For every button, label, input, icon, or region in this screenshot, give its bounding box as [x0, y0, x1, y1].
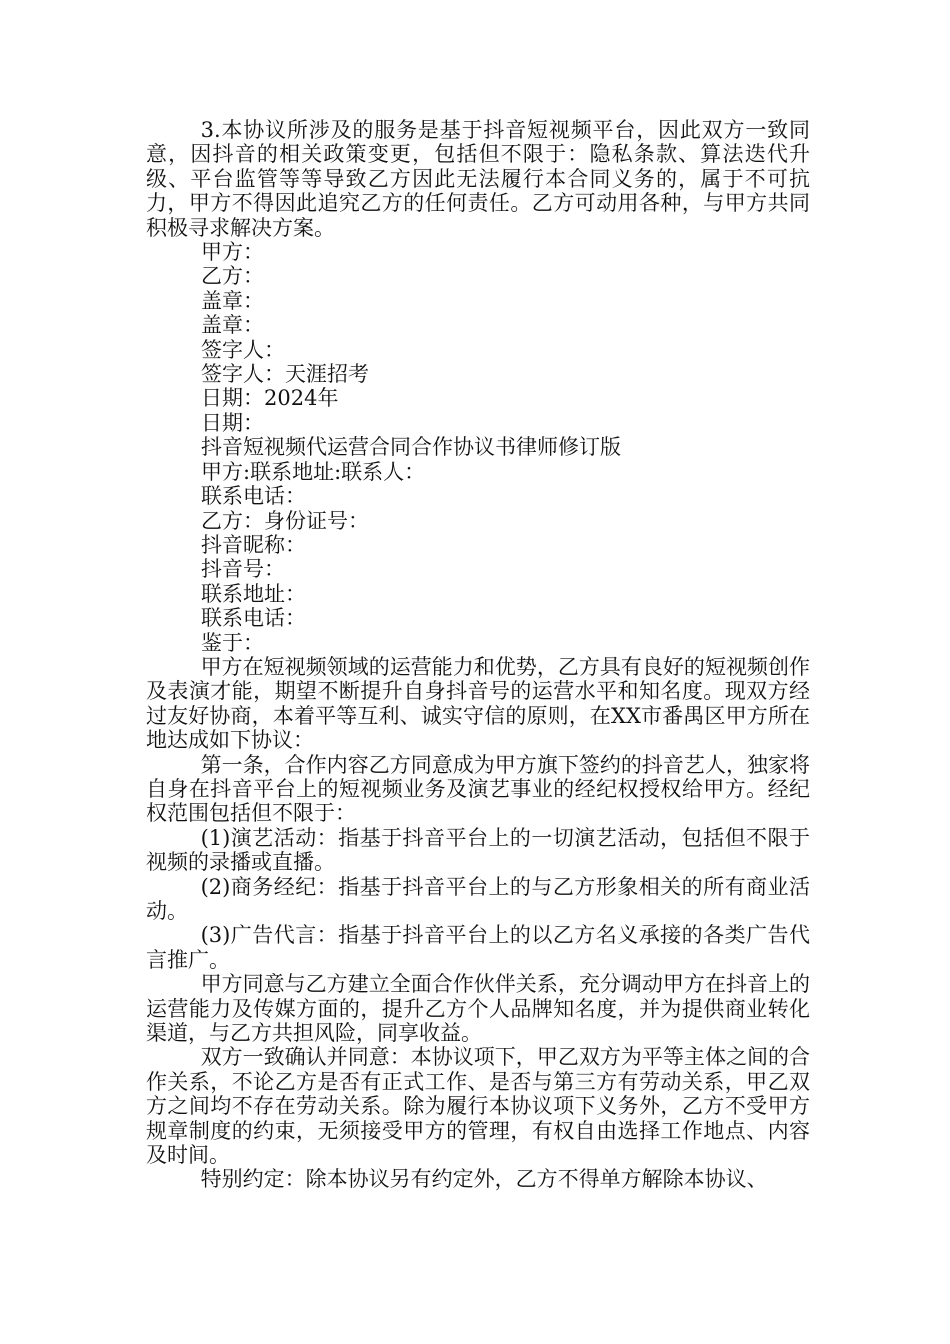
document-page	[146, 118, 810, 1192]
scope-item-1: (1)演艺活动：指基于抖音平台上的一切演艺活动，包括但不限于视频的录播或直播。	[146, 825, 810, 875]
date-field-a: 日期：2024年	[201, 386, 339, 411]
preamble-paragraph: 甲方在短视频领域的运营能力和优势，乙方具有良好的短视频创作及表演才能，期望不断提升自身抖音号的运营水平和知名度。现双方经过友好协商，本着平等互利、诚实守信的原则，在XX市番禺区甲方所在地达成如下协议：	[146, 654, 810, 753]
seal-field-b: 盖章：	[201, 313, 264, 338]
scope-item-2: (2)商务经纪：指基于抖音平台上的与乙方形象相关的所有商业活动。	[146, 874, 810, 923]
partnership-paragraph: 甲方同意与乙方建立全面合作伙伴关系，充分调动甲方在抖音上的运营能力及传媒方面的，提升乙方个人品牌知名度，并为提供商业转化渠道，与乙方共担风险，同享收益。	[146, 972, 810, 1046]
douyin-id-line: 抖音号：	[201, 557, 285, 582]
seal-field-a: 盖章：	[201, 288, 264, 313]
scope-item-3: (3)广告代言：指基于抖音平台上的以乙方名义承接的各类广告代言推广。	[146, 923, 810, 972]
party-b-address-line: 联系地址：	[201, 581, 306, 606]
party-b-id-line: 乙方：身份证号：	[201, 508, 369, 533]
contract-title: 抖音短视频代运营合同合作协议书律师修订版	[201, 435, 621, 460]
douyin-nickname-line: 抖音昵称：	[201, 532, 306, 557]
relationship-paragraph: 双方一致确认并同意：本协议项下，甲乙双方为平等主体之间的合作关系，不论乙方是否有正式工作、是否与第三方有劳动关系，甲乙双方之间均不存在劳动关系。除为履行本协议项下义务外，乙方不受甲方规章制度的约束，无须接受甲方的管理，有权自由选择工作地点、内容及时间。	[146, 1045, 810, 1168]
whereas-heading: 鉴于：	[201, 630, 264, 655]
party-a-contact-line: 甲方:联系地址:联系人：	[201, 459, 426, 484]
party-b-phone-line: 联系电话：	[201, 606, 306, 631]
party-a-field: 甲方：	[201, 240, 264, 265]
clause-3-paragraph: 3.本协议所涉及的服务是基于抖音短视频平台，因此双方一致同意，因抖音的相关政策变更，包括但不限于：隐私条款、算法迭代升级、平台监管等等导致乙方因此无法履行本合同义务的，属于不可抗力，甲方不得因此追究乙方的任何责任。乙方可动用各种，与甲方共同积极寻求解决方案。	[146, 118, 810, 240]
signatory-field-a: 签字人：	[201, 337, 285, 362]
signatory-field-b: 签字人：天涯招考	[201, 362, 369, 387]
party-a-phone-line: 联系电话：	[201, 484, 306, 509]
party-b-field: 乙方：	[201, 264, 264, 289]
article-1-paragraph: 第一条，合作内容乙方同意成为甲方旗下签约的抖音艺人，独家将自身在抖音平台上的短视频业务及演艺事业的经纪权授权给甲方。经纪权范围包括但不限于：	[146, 752, 810, 826]
date-field-b: 日期：	[201, 410, 264, 435]
special-agreement-paragraph: 特别约定：除本协议另有约定外，乙方不得单方解除本协议、	[200, 1167, 768, 1192]
